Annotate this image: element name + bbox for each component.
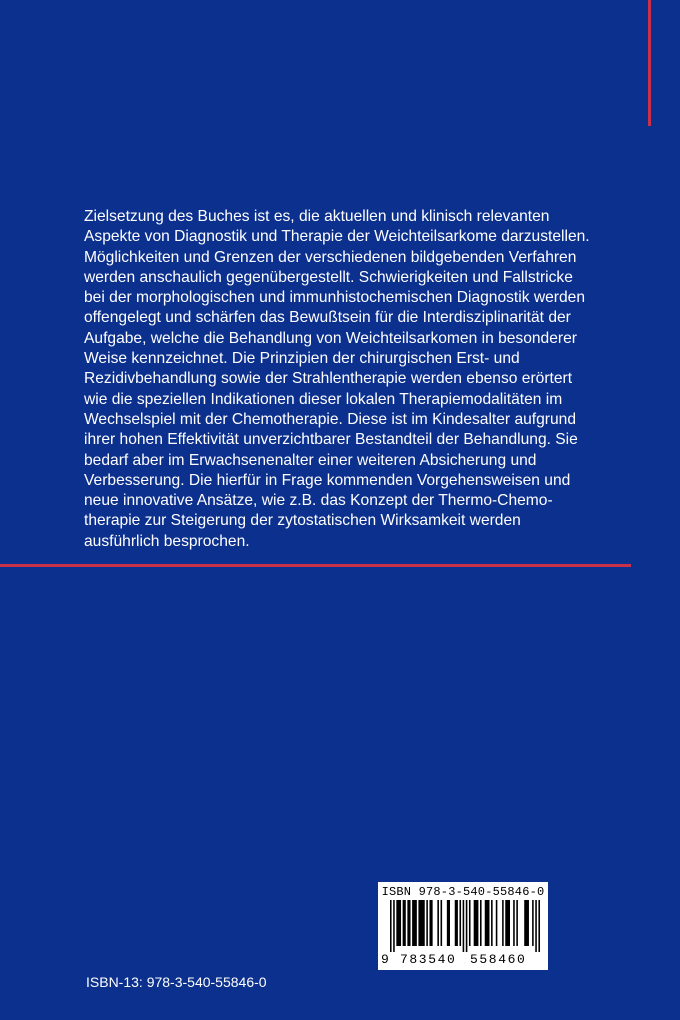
barcode-bar — [524, 900, 529, 946]
description-line: Aspekte von Diagnostik und Therapie der Weichteilsarkome darzustellen. — [84, 228, 590, 246]
barcode-bar — [466, 900, 468, 952]
barcode-bar — [513, 900, 515, 946]
barcode-bar — [396, 900, 401, 946]
barcode-bar — [390, 900, 392, 952]
description-line: Verbesserung. Die hierfür in Frage kommenden Vorgehensweisen und — [84, 471, 571, 489]
description-line: Zielsetzung des Buches ist es, die aktuellen und klinisch relevanten — [84, 208, 550, 225]
description-line: Rezidivbehandlung sowie der Strahlentherapie werden ebenso erörtert — [84, 370, 573, 388]
accent-vertical-line — [648, 0, 651, 126]
description-line: ausführlich besprochen. — [84, 532, 250, 550]
barcode-bar — [437, 900, 439, 946]
barcode-bar — [485, 900, 490, 946]
description-line: wie die speziellen Indikationen dieser lokalen Therapiemodalitäten im — [84, 390, 563, 408]
barcode-bar — [459, 900, 461, 946]
barcode-bars — [382, 900, 544, 952]
barcode-first-digit: 9 — [381, 952, 389, 967]
barcode-bar — [502, 900, 504, 946]
description-line: neue innovative Ansätze, wie z.B. das Konzept der Thermo-Chemo- — [84, 492, 553, 510]
barcode-bar — [538, 900, 540, 952]
barcode-bar — [412, 900, 417, 946]
barcode-bar — [491, 900, 493, 946]
barcode-bar — [535, 900, 537, 952]
barcode-bar — [455, 900, 458, 946]
barcode-bar — [532, 900, 534, 946]
barcode-bar — [429, 900, 432, 946]
barcode-bar — [480, 900, 482, 946]
isbn-13-text: ISBN-13: 978-3-540-55846-0 — [86, 974, 267, 990]
barcode-bar — [505, 900, 510, 946]
description-line: Weise kennzeichnet. Die Prinzipien der chirurgischen Erst- und — [84, 350, 520, 368]
barcode-bar — [407, 900, 410, 946]
barcode-right-digits: 558460 — [470, 952, 527, 967]
description-line: bei der morphologischen und immunhistochemischen Diagnostik werden — [84, 289, 586, 307]
barcode-bar — [418, 900, 424, 946]
barcode-bar — [426, 900, 428, 946]
barcode-label — [378, 882, 548, 970]
description-line: Wechselspiel mit der Chemotherapie. Diese ist im Kindesalter aufgrund — [84, 410, 577, 428]
description-line: Aufgabe, welche die Behandlung von Weichteilsarkomen in besonderer — [84, 329, 577, 347]
description-line: offengelegt und schärfen das Bewußtsein für die Interdisziplinarität der — [84, 309, 571, 327]
description-line: ihrer hohen Effektivität unverzichtbarer Bestandteil der Behandlung. Sie — [84, 431, 578, 449]
barcode-bar — [403, 900, 406, 946]
description-line: Möglichkeiten und Grenzen der verschiedenen bildgebenden Verfahren — [84, 248, 577, 266]
barcode-left-digits: 783540 — [400, 952, 457, 967]
barcode-bar — [496, 900, 498, 946]
description-line: werden anschaulich gegenübergestellt. Schwierigkeiten und Fallstricke — [84, 268, 573, 286]
barcode-bar — [516, 900, 518, 946]
barcode-bar — [393, 900, 395, 952]
barcode-isbn-text: ISBN 978-3-540-55846-0 — [381, 885, 545, 899]
accent-horizontal-line — [0, 564, 631, 567]
barcode-bar — [474, 900, 479, 946]
barcode-bar — [441, 900, 443, 946]
barcode-bar — [447, 900, 450, 946]
barcode-bar — [469, 900, 471, 946]
book-description — [84, 207, 644, 552]
description-line: therapie zur Steigerung der zytostatischen Wirksamkeit werden — [84, 512, 521, 530]
barcode-bar — [463, 900, 465, 952]
description-line: bedarf aber im Erwachsenenalter einer weiteren Absicherung und — [84, 451, 537, 469]
